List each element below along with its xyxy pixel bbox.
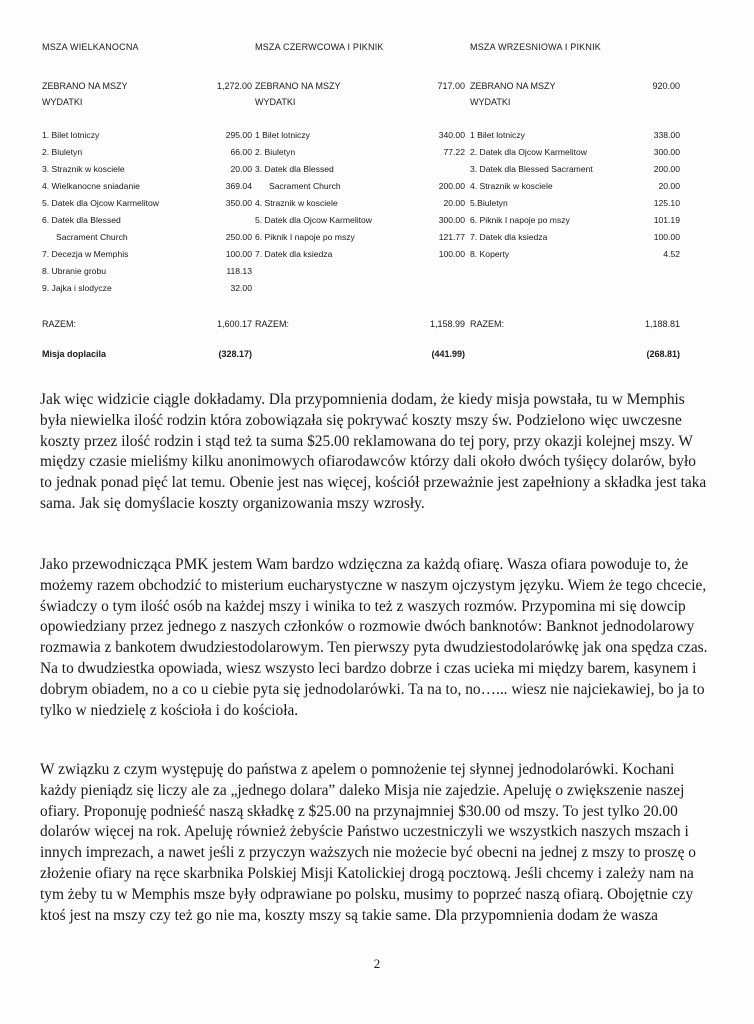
expense-row — [42, 143, 252, 160]
expense-value: 20.00 — [230, 163, 252, 174]
expense-value: 200.00 — [438, 180, 465, 191]
expense-row — [255, 126, 465, 143]
column-header-wrzesniowa: MSZA WRZESNIOWA I PIKNIK — [470, 42, 601, 52]
expense-label: 7. Datek dla ksiedza — [470, 231, 548, 242]
expense-row — [42, 262, 252, 279]
paragraph-1 — [40, 390, 710, 515]
zebrano-value: 717.00 — [437, 81, 465, 91]
expense-value: 101.19 — [653, 214, 680, 225]
summary-block-3 — [470, 78, 680, 110]
expense-label: 1. Bilet lotniczy — [42, 129, 100, 140]
expense-value: 121.77 — [438, 231, 465, 242]
razem-value: 1,600.17 — [216, 319, 252, 329]
expense-label: 4. Wielkanocne sniadanie — [42, 180, 140, 191]
razem-value: 1,158.99 — [429, 319, 465, 329]
expense-label: 1 Bilet lotniczy — [470, 129, 525, 140]
page-number: 2 — [373, 956, 381, 971]
expense-row — [470, 177, 680, 194]
paragraph-text: W związku z czym występuję do państwa z apelem o pomnożenie tej słynnej jednodolarówki. Kochani każdy pieniądz się liczy ale za „jednego dolara” daleko Misja nie zajedzie. Apeluję o zwiększenie naszej ofiary. Proponuję podnieść naszą składkę z $25.00 na przynajmniej $30.00 od mszy. To jest tylko 20.00 dolarów więcej na rok. Apeluję również żebyście Państwo uczestniczyli we wszystkich naszych mszach i innych imprezach, a nawet jeśli z przyczyn waższych nie możecie być obecni na jednej z mszy to proszę o złożenie ofiary na ręce skarbnika Polskiej Misji Katolickiej drogą pocztową. Jeśli chcemy i zależy nam na tym żeby tu w Memphis msze były odprawiane po polsku, musimy to poprzeć naszą ofiarą. Obojętnie czy ktoś jest na mszy czy też go nie ma, koszty mszy są takie same. Dla przypomnienia dodam że wasza — [40, 761, 696, 924]
expense-row — [42, 211, 252, 228]
expense-label: Sacrament Church — [56, 231, 128, 242]
expense-row — [470, 194, 680, 211]
expense-row — [42, 279, 252, 296]
expense-row — [255, 194, 465, 211]
expense-row — [470, 211, 680, 228]
expense-value: 20.00 — [443, 197, 465, 208]
expense-row — [470, 126, 680, 143]
expense-label: 3. Datek dla Blessed Sacrament — [470, 163, 593, 174]
expense-list-3 — [470, 126, 680, 262]
expense-row — [42, 160, 252, 177]
expense-label: 4. Straznik w kosciele — [470, 180, 553, 191]
expense-label: 9. Jajka i slodycze — [42, 282, 112, 293]
expense-value: 369.04 — [225, 180, 252, 191]
expense-label: 6. Piknik I napoje po mszy — [470, 214, 570, 225]
expense-label: 6. Piknik I napoje po mszy — [255, 231, 355, 242]
paragraph-text: Jak więc widzicie ciągle dokładamy. Dla przypomnienia dodam, że kiedy misja powstała, tu w Memphis była niewielka ilość rodzin która zobowiązała się pokrywać koszty mszy św. Podzielono więc uwczesne koszty przez ilość rodzin i stąd też ta suma $25.00 reklamowana do tej pory, przy okazji kolejnej mszy. W między czasie mieliśmy kilku anonimowych ofiarodawców którzy dali około dwóch tyśięcy dolarów, było to jednak ponad pięć lat temu. Obenie jest nas więcej, kościół przeważnie jest zapełniony a składka jest taka sama. Jak się domyślacie koszty organizowania mszy wzrosły. — [40, 391, 707, 512]
razem-label: RAZEM: — [255, 319, 290, 329]
expense-row — [42, 126, 252, 143]
expense-row — [255, 245, 465, 262]
paragraph-3 — [40, 760, 710, 926]
expense-label: 3. Straznik w kosciele — [42, 163, 125, 174]
expense-value: 4.52 — [663, 248, 680, 259]
misja-row-2 — [255, 346, 465, 362]
expense-label: 7. Datek dla ksiedza — [255, 248, 333, 259]
expense-label: 2. Biuletyn — [42, 146, 83, 157]
expense-value: 77.22 — [443, 146, 465, 157]
expense-label: 1 Bilet lotniczy — [255, 129, 310, 140]
misja-value: (328.17) — [218, 349, 252, 359]
expense-value: 295.00 — [225, 129, 252, 140]
expense-row — [255, 211, 465, 228]
zebrano-value: 1,272.00 — [216, 81, 252, 91]
expense-value: 100.00 — [225, 248, 252, 259]
expense-value: 100.00 — [653, 231, 680, 242]
expense-value: 340.00 — [438, 129, 465, 140]
expense-value: 66.00 — [230, 146, 252, 157]
misja-row-3 — [470, 346, 680, 362]
expense-row — [470, 160, 680, 177]
expense-row — [42, 228, 252, 245]
expense-label: 8. Ubranie grobu — [42, 265, 107, 276]
expense-value: 250.00 — [225, 231, 252, 242]
expense-value: 125.10 — [653, 197, 680, 208]
total-row-1 — [42, 316, 252, 332]
expense-label: 3. Datek dla Blessed — [255, 163, 334, 174]
misja-value: (441.99) — [431, 349, 465, 359]
paragraph-2 — [40, 555, 710, 721]
misja-row-1 — [42, 346, 252, 362]
expense-value: 200.00 — [653, 163, 680, 174]
expense-row — [255, 143, 465, 160]
expense-value: 20.00 — [658, 180, 680, 191]
summary-block-2 — [255, 78, 465, 110]
expense-row — [470, 143, 680, 160]
razem-value: 1,188.81 — [644, 319, 680, 329]
column-header-wielkanocna: MSZA WIELKANOCNA — [42, 42, 139, 52]
expense-row — [255, 177, 465, 194]
misja-value: (268.81) — [646, 349, 680, 359]
razem-label: RAZEM: — [470, 319, 505, 329]
expense-row — [255, 160, 465, 177]
expense-label: 8. Koperty — [470, 248, 510, 259]
expense-label: 7. Decezja w Memphis — [42, 248, 129, 259]
paragraph-text: Jako przewodnicząca PMK jestem Wam bardzo wdzięczna za każdą ofiarę. Wasza ofiara powoduje to, że możemy razem obchodzić to misterium eucharystyczne w naszym ojczystym języku. Wiem że tego chcecie, świadczy o tym ilość osób na każdej mszy i winika to też z waszych rozmów. Przypomina mi się dowcip opowiedziany przez jednego z naszych członków o rozmowie dwóch banknotów: Banknot jednodolarowy rozmawia z bankotem dwudziestodolarowym. Ten pierwszy pyta dwudziestodolarówkę jak ona spędza czas. Na to dwudziestka opowiada, wiesz wszysto leci bardzo dobrze i czas ucieka mi między barem, kasynem i dobrym obiadem, no a co u ciebie pyta się jednodolarówki. Ta na to, no…... wiesz nie najciekawiej, bo ja to tylko w niedzielę z kościoła i do kościoła. — [40, 556, 708, 719]
expense-label: 4. Straznik w kosciele — [255, 197, 338, 208]
zebrano-label: ZEBRANO NA MSZY — [255, 81, 341, 91]
expense-value: 100.00 — [438, 248, 465, 259]
expense-row — [255, 228, 465, 245]
expense-label: 6. Datek dla Blessed — [42, 214, 121, 225]
expense-value: 338.00 — [653, 129, 680, 140]
misja-label: Misja doplacila — [42, 349, 107, 359]
zebrano-label: ZEBRANO NA MSZY — [42, 81, 128, 91]
expense-value: 32.00 — [230, 282, 252, 293]
expense-label: 2. Biuletyn — [255, 146, 296, 157]
expense-list-1 — [42, 126, 252, 296]
razem-label: RAZEM: — [42, 319, 77, 329]
expense-label: Sacrament Church — [269, 180, 341, 191]
expense-list-2 — [255, 126, 465, 262]
expense-row — [470, 245, 680, 262]
summary-block-1 — [42, 78, 252, 110]
wydatki-label: WYDATKI — [255, 97, 296, 107]
expense-row — [470, 228, 680, 245]
expense-value: 300.00 — [438, 214, 465, 225]
total-row-2 — [255, 316, 465, 332]
expense-value: 300.00 — [653, 146, 680, 157]
expense-label: 5. Datek dla Ojcow Karmelitow — [255, 214, 373, 225]
wydatki-label: WYDATKI — [42, 97, 83, 107]
expense-value: 118.13 — [226, 265, 252, 276]
expense-row — [42, 245, 252, 262]
total-row-3 — [470, 316, 680, 332]
expense-value: 350.00 — [225, 197, 252, 208]
expense-label: 5. Datek dla Ojcow Karmelitow — [42, 197, 160, 208]
zebrano-label: ZEBRANO NA MSZY — [470, 81, 556, 91]
expense-label: 2. Datek dla Ojcow Karmelitow — [470, 146, 588, 157]
wydatki-label: WYDATKI — [470, 97, 511, 107]
expense-label: 5.Biuletyn — [470, 197, 508, 208]
column-header-czerwcowa: MSZA CZERWCOWA I PIKNIK — [255, 42, 384, 52]
expense-row — [42, 194, 252, 211]
expense-row — [42, 177, 252, 194]
zebrano-value: 920.00 — [652, 81, 680, 91]
